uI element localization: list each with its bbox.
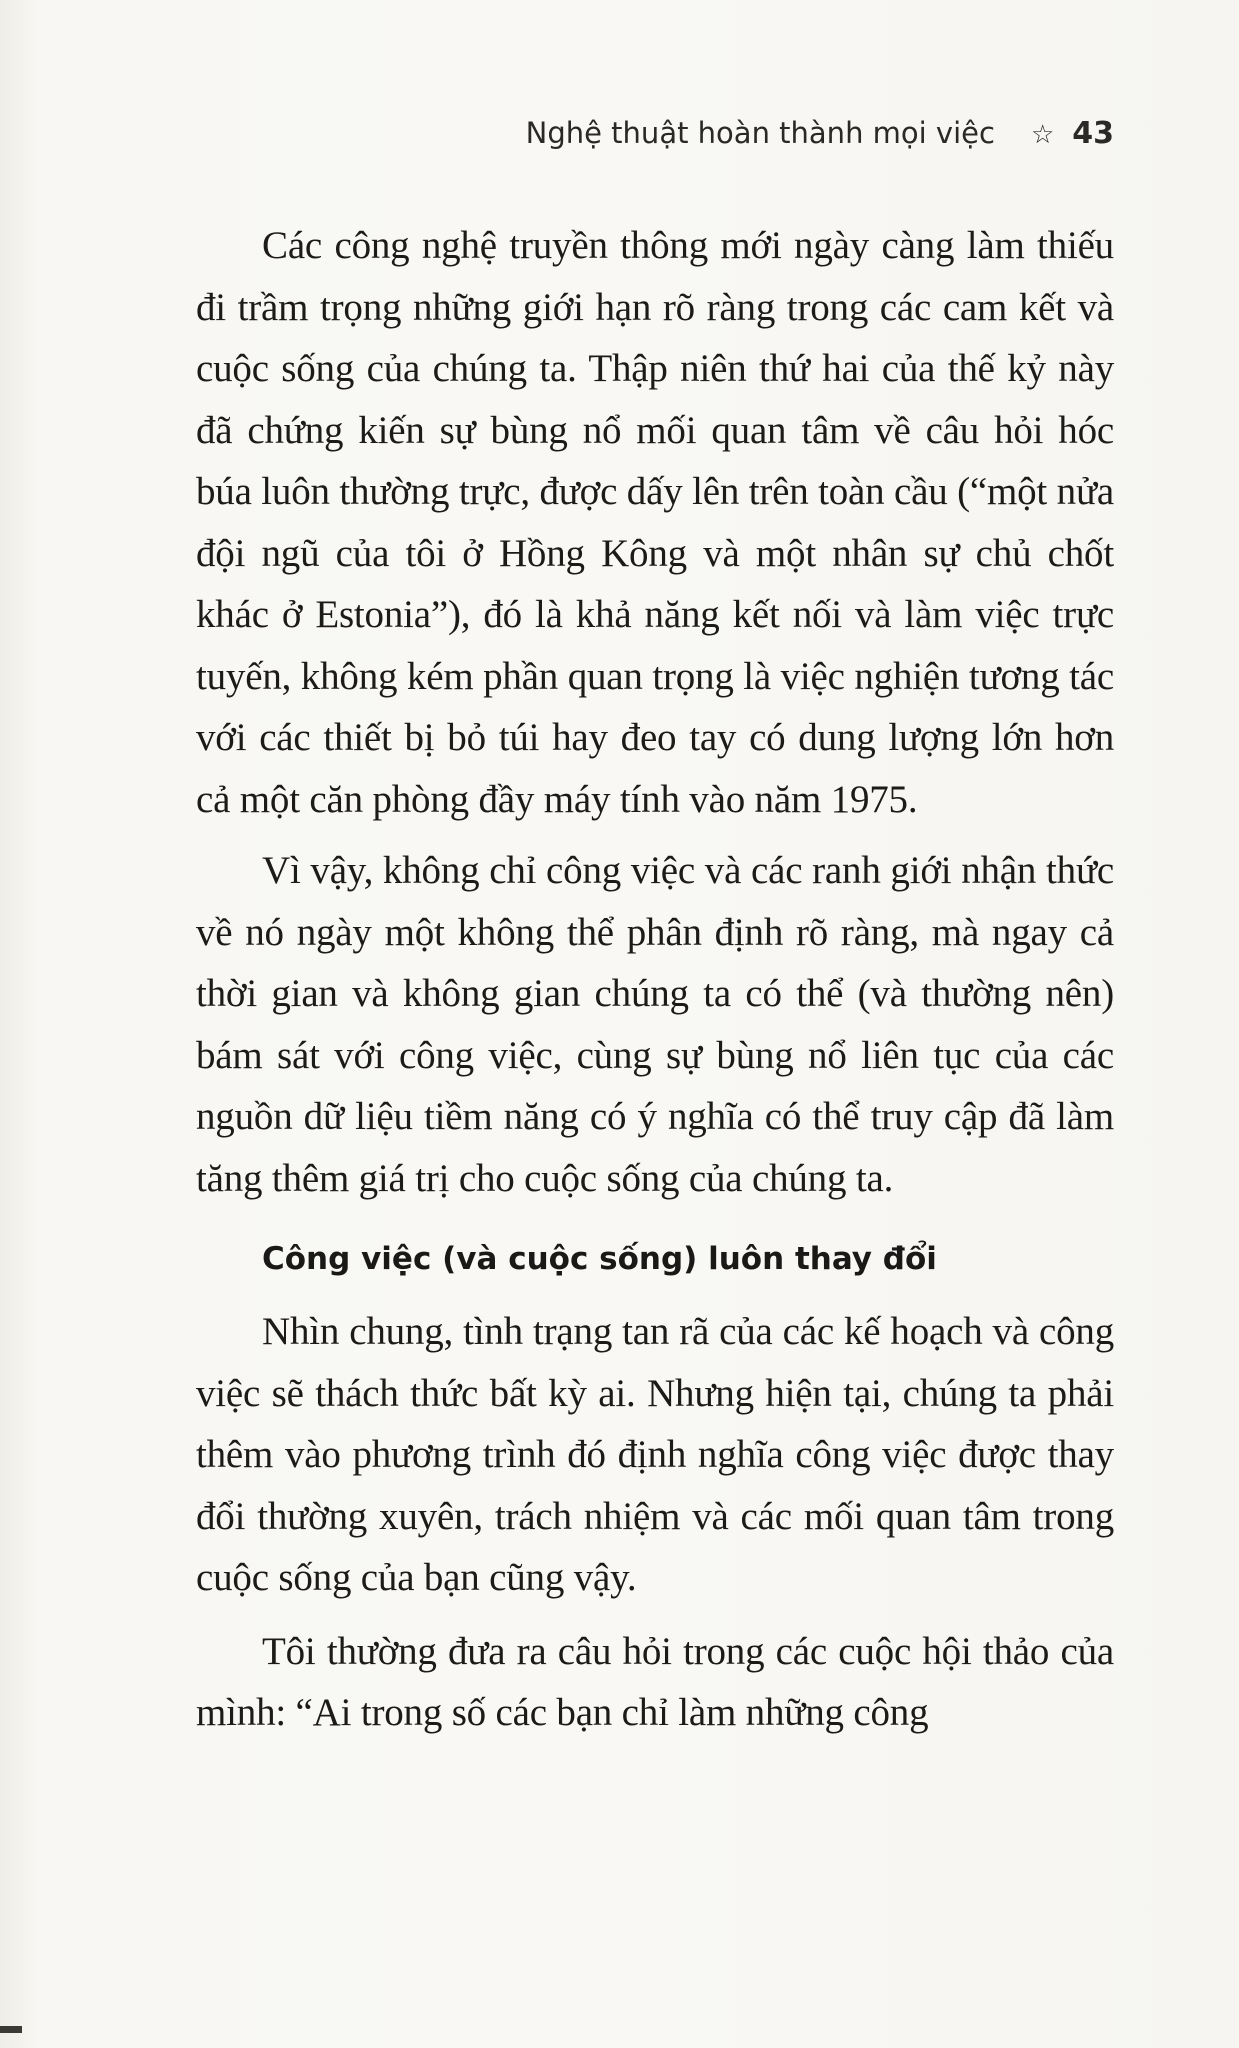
- paragraph-3: Nhìn chung, tình trạng tan rã của các kế hoạch và công việc sẽ thách thức bất kỳ ai. Nhưng hiện tại, chúng ta phải thêm vào phương trình đó định nghĩa công việc được thay đổi thường xuyên, trách nhiệm và các mối quan tâm trong cuộc sống của bạn cũng vậy.: [196, 1310, 1114, 1599]
- page-number: 43: [1072, 116, 1114, 151]
- page-body: [196, 215, 1114, 1744]
- page-edge-mark: [0, 2026, 22, 2033]
- book-title: Nghệ thuật hoàn thành mọi việc: [525, 116, 995, 150]
- paragraph-4: Tôi thường đưa ra câu hỏi trong các cuộc hội thảo của mình: “Ai trong số các bạn chỉ làm những công: [196, 1629, 1114, 1734]
- paragraph-1: Các công nghệ truyền thông mới ngày càng làm thiếu đi trầm trọng những giới hạn rõ ràng trong các cam kết và cuộc sống của chúng ta. Thập niên thứ hai của thế kỷ này đã chứng kiến sự bùng nổ mối quan tâm về câu hỏi hóc búa luôn thường trực, được dấy lên trên toàn cầu (“một nửa đội ngũ của tôi ở Hồng Kông và một nhân sự chủ chốt khác ở Estonia”), đó là khả năng kết nối và làm việc trực tuyến, không kém phần quan trọng là việc nghiện tương tác với các thiết bị bỏ túi hay đeo tay có dung lượng lớn hơn cả một căn phòng đầy máy tính vào năm 1975.: [196, 224, 1114, 821]
- star-icon: ☆: [1030, 120, 1055, 150]
- running-header: [0, 116, 1114, 151]
- section-heading: Công việc (và cuộc sống) luôn thay đổi: [262, 1241, 937, 1277]
- paragraph-2: Vì vậy, không chỉ công việc và các ranh giới nhận thức về nó ngày một không thể phân định rõ ràng, mà ngay cả thời gian và không gian chúng ta có thể (và thường nên) bám sát với công việc, cùng sự bùng nổ liên tục của các nguồn dữ liệu tiềm năng có ý nghĩa có thể truy cập đã làm tăng thêm giá trị cho cuộc sống của chúng ta.: [196, 849, 1114, 1200]
